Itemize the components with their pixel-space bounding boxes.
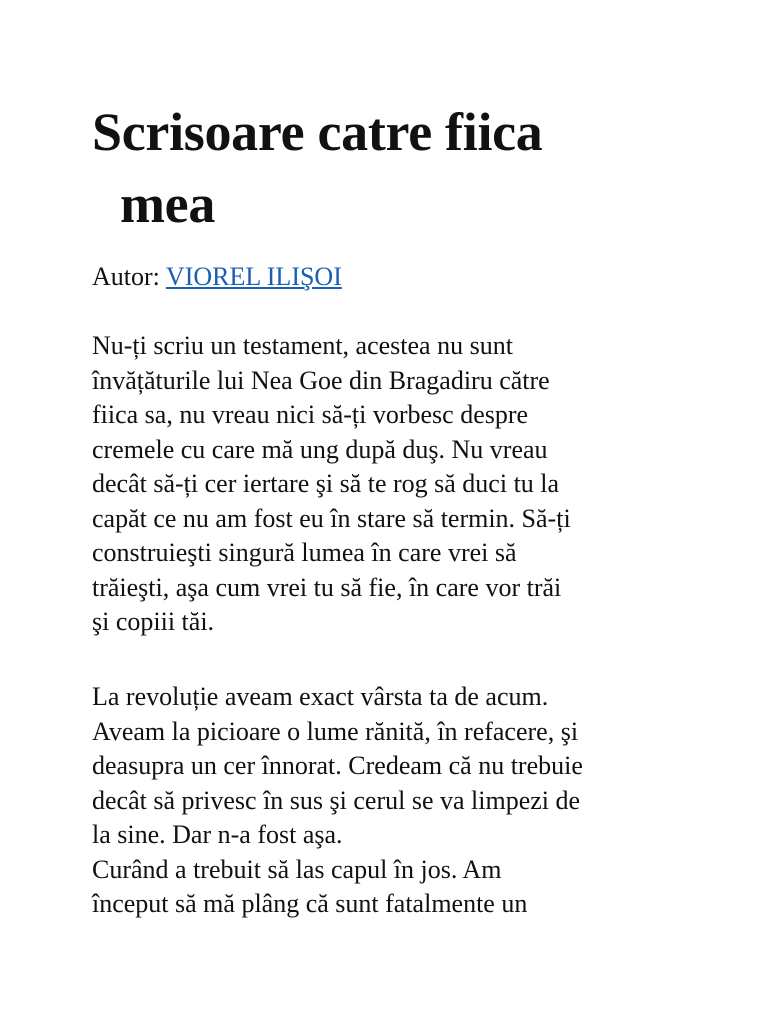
paragraph-line: şi copiii tăi. (92, 607, 215, 636)
paragraph-line: început să mă plâng că sunt fatalmente un (92, 889, 528, 918)
paragraph-line: Curând a trebuit să las capul în jos. Am (92, 854, 502, 884)
paragraph-line: trăieşti, aşa cum vrei tu să fie, în care vor trăi (92, 572, 562, 602)
paragraph-line: decât să-ți cer iertare şi să te rog să duci tu la (92, 469, 560, 498)
paragraph-line: Aveam la picioare o lume rănită, în refacere, şi (92, 716, 579, 746)
author-line (92, 260, 342, 294)
paragraph-line: capăt ce nu am fost eu în stare să termin. Să-ți (92, 503, 571, 533)
paragraph-line: La revoluție aveam exact vârsta ta de acum. (92, 682, 549, 711)
paragraph-line: decât să privesc în sus şi cerul se va limpezi de (92, 785, 581, 815)
author-label: Autor: (92, 262, 160, 291)
paragraph-line: construieşti singură lumea în care vrei să (92, 538, 517, 567)
paragraph-line: la sine. Dar n-a fost aşa. (92, 820, 343, 849)
paragraph-line: cremele cu care mă ung după duş. Nu vreau (92, 434, 548, 464)
paragraph-line: Nu-ți scriu un testament, acestea nu sunt (92, 331, 513, 360)
author-link[interactable]: VIOREL ILIŞOI (165, 262, 342, 291)
title-line-2: mea (120, 174, 216, 234)
paragraph-1 (92, 329, 732, 640)
paragraph-line: învățăturile lui Nea Goe din Bragadiru către (92, 365, 550, 395)
paragraph-line: deasupra un cer înnorat. Credeam că nu trebuie (92, 751, 583, 780)
title-line-1: Scrisoare catre fiica (92, 102, 543, 162)
article-title (92, 96, 712, 240)
paragraph-line: fiica sa, nu vreau nici să-ți vorbesc despre (92, 400, 529, 429)
paragraph-2 (92, 680, 732, 922)
